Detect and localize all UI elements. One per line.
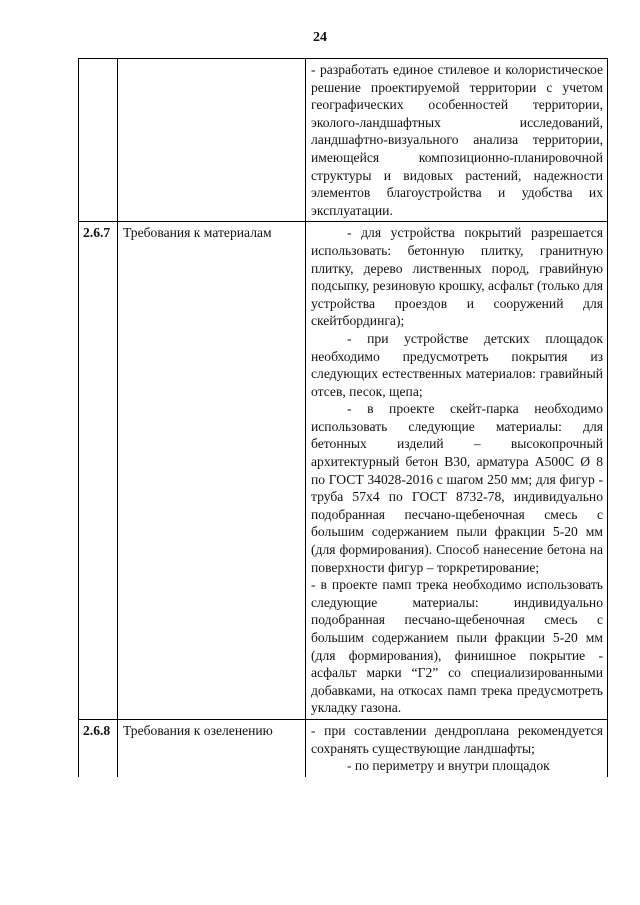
content-paragraph: - по периметру и внутри площадок	[347, 758, 550, 774]
content-paragraph: - при составлении дендроплана рекомендуется сохранять существующие ландшафты;	[311, 722, 603, 756]
row-content-cell	[306, 719, 608, 776]
content-paragraph: - в проекте скейт-парка необходимо использовать следующие материалы: для бетонных изделий – высокопрочный архитектурный бетон В30, арматура А500С Ø 8 по ГОСТ 34028-2016 с шагом 250 мм; для фигур - труба 57х4 по ГОСТ 8732-78, индивидуально подобранная песчано-щебеночная смесь с большим содержанием пыли фракции 5-20 мм (для формирования). Способ нанесение бетона на поверхности фигур – торкретирование;	[311, 401, 603, 575]
row-name-cell	[118, 59, 306, 222]
row-number-cell: 2.6.7	[79, 222, 118, 720]
row-content-cell	[306, 59, 608, 222]
row-number-cell: 2.6.8	[79, 719, 118, 776]
table-row	[79, 59, 608, 222]
table-row	[79, 719, 608, 776]
requirements-table	[78, 58, 608, 777]
page-number: 24	[313, 30, 327, 45]
row-content-cell	[306, 222, 608, 720]
table-row	[79, 222, 608, 720]
content-paragraph: - для устройства покрытий разрешается использовать: бетонную плитку, гранитную плитку, дерево лиственных пород, гравийную подсыпку, резиновую крошку, асфальт (только для устройства проездов и сооружений для скейтбординга);	[311, 225, 603, 329]
row-name-cell: Требования к озеленению	[118, 719, 306, 776]
content-paragraph: - в проекте памп трека необходимо использовать следующие материалы: индивидуально подобранная песчано-щебеночная смесь с большим содержанием пыли фракции 5-20 мм (для формирования), финишное покрытие - асфальт марки “Г2” со специализированными добавками, на откосах памп трека предусмотреть укладку газона.	[311, 577, 603, 716]
content-paragraph: - при устройстве детских площадок необходимо предусмотреть покрытия из следующих естественных материалов: гравийный отсев, песок, щепа;	[311, 330, 603, 399]
content-paragraph: - разработать единое стилевое и колористическое решение проектируемой территории с учетом географических особенностей территории, эколого-ландшафтных исследований, ландшафтно-визуального анализа территории, имеющейся композиционно-планировочной структуры и видовых растений, надежности элементов благоустройства и удобства их эксплуатации.	[311, 62, 603, 218]
row-number-cell	[79, 59, 118, 222]
row-name-cell: Требования к материалам	[118, 222, 306, 720]
